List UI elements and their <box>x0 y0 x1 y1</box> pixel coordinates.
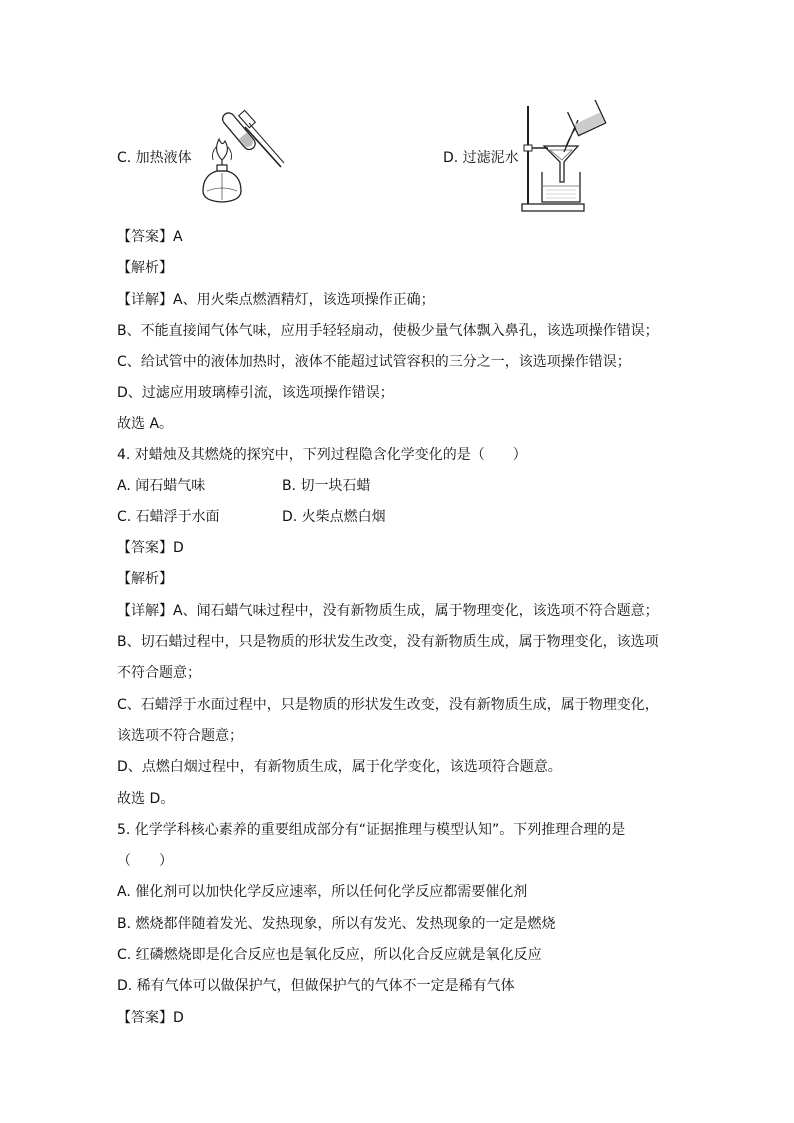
q4-answer: 【答案】D <box>117 540 184 556</box>
q4-question: 4. 对蜡烛及其燃烧的探究中，下列过程隐含化学变化的是（ ） <box>117 447 527 463</box>
q4-detail-c-line1: C、石蜡浮于水面过程中，只是物质的形状发生改变，没有新物质生成，属于物理变化， <box>117 697 659 713</box>
q4-detail-c-line2: 该选项不符合题意； <box>117 728 243 744</box>
q3-option-d-label: D. 过滤泥水 <box>443 150 519 166</box>
q4-option-c: C. 石蜡浮于水面 <box>117 509 220 525</box>
q4-detail-b-line1: B、切石蜡过程中，只是物质的形状发生改变，没有新物质生成，属于物理变化，该选项 <box>117 634 659 650</box>
heating-liquid-figure <box>195 105 290 210</box>
q4-detail-a: 【详解】A、闻石蜡气味过程中，没有新物质生成，属于物理变化，该选项不符合题意； <box>117 603 659 619</box>
q4-option-d: D. 火柴点燃白烟 <box>282 509 386 525</box>
q4-analysis-title: 【解析】 <box>117 571 173 587</box>
q3-answer: 【答案】A <box>117 229 183 245</box>
filtration-figure <box>518 100 613 215</box>
q4-detail-d: D、点燃白烟过程中，有新物质生成，属于化学变化，该选项符合题意。 <box>117 759 562 775</box>
q3-detail-b: B、不能直接闻气体气味，应用手轻轻扇动，使极少量气体飘入鼻孔，该选项操作错误； <box>117 323 659 339</box>
q5-option-a: A. 催化剂可以加快化学反应速率，所以任何化学反应都需要催化剂 <box>117 884 528 900</box>
q5-option-c: C. 红磷燃烧即是化合反应也是氧化反应，所以化合反应就是氧化反应 <box>117 947 542 963</box>
q4-option-a: A. 闻石蜡气味 <box>117 478 206 494</box>
q3-detail-c: C、给试管中的液体加热时，液体不能超过试管容积的三分之一，该选项操作错误； <box>117 354 631 370</box>
q3-detail-a: 【详解】A、用火柴点燃酒精灯，该选项操作正确； <box>117 292 435 308</box>
q4-conclusion: 故选 D。 <box>117 791 175 807</box>
q5-option-b: B. 燃烧都伴随着发光、发热现象，所以有发光、发热现象的一定是燃烧 <box>117 916 556 932</box>
q5-question: 5. 化学学科核心素养的重要组成部分有“证据推理与模型认知”。下列推理合理的是 <box>117 822 626 838</box>
q5-option-d: D. 稀有气体可以做保护气，但做保护气的气体不一定是稀有气体 <box>117 978 515 994</box>
q3-option-c-label: C. 加热液体 <box>117 150 192 166</box>
q3-detail-d: D、过滤应用玻璃棒引流，该选项操作错误； <box>117 385 394 401</box>
q4-detail-b-line2: 不符合题意； <box>117 665 201 681</box>
q5-answer: 【答案】D <box>117 1010 184 1026</box>
q4-option-b: B. 切一块石蜡 <box>282 478 371 494</box>
q3-conclusion: 故选 A。 <box>117 416 174 432</box>
q5-paren: （ ） <box>117 853 173 869</box>
q3-analysis-title: 【解析】 <box>117 260 173 276</box>
